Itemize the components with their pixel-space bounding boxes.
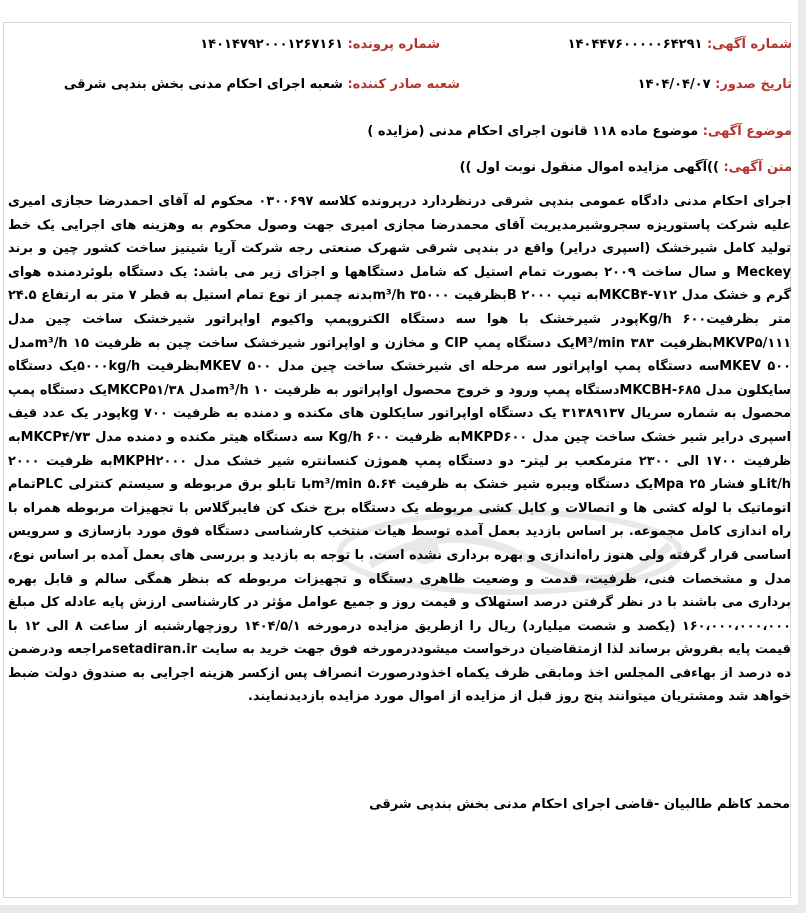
subject-value: موضوع ماده ۱۱۸ قانون اجرای احکام مدنی (مزایده ) [367,124,699,139]
judge-signature-line: محمد کاظم طالبیان -قاضی اجرای احکام مدنی بخش بندپی شرقی [369,797,790,812]
subject-row [367,123,792,141]
ad-number-value: ۱۴۰۴۴۷۶۰۰۰۰۰۶۴۲۹۱ [567,37,703,52]
issue-date-label: تاریخ صدور: [715,77,792,92]
issuer-row [64,76,460,94]
ad-number-row [568,36,792,54]
ad-text-label: متن آگهی: [723,160,792,175]
horizontal-scrollbar[interactable] [0,905,806,913]
case-number-label: شماره پرونده: [347,37,440,52]
ad-text-row [460,159,792,177]
vertical-scrollbar[interactable] [798,0,806,913]
case-number-row [200,36,440,54]
ad-text-heading: ))آگهی مزایده اموال منقول نوبت اول )) [459,160,719,175]
notice-body: اجرای احکام مدنی دادگاه عمومی بندپی شرقی درنظردارد درپرونده کلاسه ۰۳۰۰۶۹۷ محکوم له آقای احمدرضا حجازی امیری علیه شرکت پاستوریزه سجروشیرمدیریت آقای محمدرضا مجازی امیری جهت وصول محکوم به وهزینه های اجرایی یک خط تولید کامل شیرخشک (اسپری درایر) واقع در بندپی شرقی شهرک صنعتی رجه شرکت آریا شینیز ساخت کشور چین و برند Meckey و سال ساخت ۲۰۰۹ بصورت تمام استیل که شامل دستگاهها و اجزای زیر می باشد: یک دستگاه بلوئردمنده هوای گرم و خشک مدل MKCB۴-۷۱۲به تیپ B ۲۰۰۰بظرفیت ۳۵۰۰۰ m³/hبدنه چمبر از نوع تمام استیل به قطر ۷ متر به ارتفاع ۲۴.۵ متر بظرفیت۶۰۰ Kg/hپودر شیرخشک با هوا سه دستگاه الکتروپمپ واکیوم اواپراتور شیرخشک ساخت چین مدل MKVP۵/۱۱۱بظرفیت ۳۸۳ M³/minیک دستگاه پمپ CIP و مخازن و اواپراتور شیرخشک ساخت چین به ظرفیت ۱۵ m³/hمدل ۵۰۰ MKEVسه دستگاه پمپ اواپراتور سه مرحله ای شیرخشک ساخت چین مدل ۵۰۰ MKEVبظرفیت ۵۰۰۰kg/hیک دستگاه سایکلون مدل MKCBH-۶۸۵دستگاه پمپ ورود و خروج محصول اواپراتور به ظرفیت ۱۰ m³/hمدل MKCP۵۱/۳۸یک دستگاه پمپ محصول به شماره سریال ۳۱۳۸۹۱۳۷ یک دستگاه اواپراتور سایکلون های مکنده و دمنده به ظرفیت ۷۰۰ kgپودر یک عدد قیف اسپری درایر شیر خشک ساخت چین مدل MKPD۶۰۰به ظرفیت ۶۰۰ Kg/h سه دستگاه هیتر مکنده و دمنده مدل MKCP۴/۷۳به ظرفیت ۱۷۰۰ الی ۲۳۰۰ مترمکعب بر لیتر- دو دستگاه پمپ هموژن کنسانتره شیر خشک مدل MKPH۲۰۰۰به ظرفیت ۲۰۰۰ Lit/hو فشار ۲۵ Mpaیک دستگاه ویبره شیر خشک به ظرفیت ۵.۶۴ m³/minبا تابلو برق مربوطه و سیستم کنترلی PLCتمام اتوماتیک با لوله کشی ها و اتصالات و کابل کشی مربوطه یک دستگاه برج خنک کن فایبرگلاس با تجهیزات مربوطه همراه با راه اندازی کامل مجموعه. بر اساس بازدید بعمل آمده توسط هیات منتخب کارشناسی دستگاه فوق مورد بازسازی و سرویس اساسی قرار گرفته ولی هنوز راه‌اندازی و بهره برداری نشده است. با توجه به بازدید و بررسی های بعمل آمده بر اساس نوع، مدل و مشخصات فنی، ظرفیت، قدمت و وضعیت ظاهری دستگاه و تجهیزات مربوطه که بنظر همگی سالم و قابل بهره برداری می باشند با در نظر گرفتن درصد استهلاک و قیمت روز و جمیع عوامل مؤثر در کارشناسی ارزش پایه عادله کل مبلغ ۱۶۰،۰۰۰،۰۰۰،۰۰۰ (یکصد و شصت میلیارد) ریال را ازطریق مزایده درمورخه ۱۴۰۴/۵/۱ روزچهارشنبه از ساعت ۸ الی ۱۲ با قیمت پایه بفروش برساند لذا ازمتقاضیان درخواست میشوددرمورخه فوق جهت خرید به سایت setadiran.irمراجعه ودرضمن ده درصد از بهاءفی المجلس اخذ ومابقی ظرف یکماه اخذودرصورت انصراف پس ازکسر هزینه اجرایی به صندوق دولت ضبط خواهد شد ومشتریان میتوانند پنج روز قبل از مزایده از اموال مورد مزایده بازدیدنمایند. [8,194,792,705]
case-number-value: ۱۴۰۱۴۷۹۲۰۰۰۱۲۶۷۱۶۱ [200,37,344,52]
subject-label: موضوع آگهی: [702,124,792,139]
issuer-value: شعبه اجرای احکام مدنی بخش بندپی شرقی [63,77,343,92]
issue-date-value: ۱۴۰۴/۰۴/۰۷ [637,77,711,92]
ad-number-label: شماره آگهی: [706,37,792,52]
issue-date-row [638,76,792,94]
issuer-label: شعبه صادر کننده: [347,77,460,92]
